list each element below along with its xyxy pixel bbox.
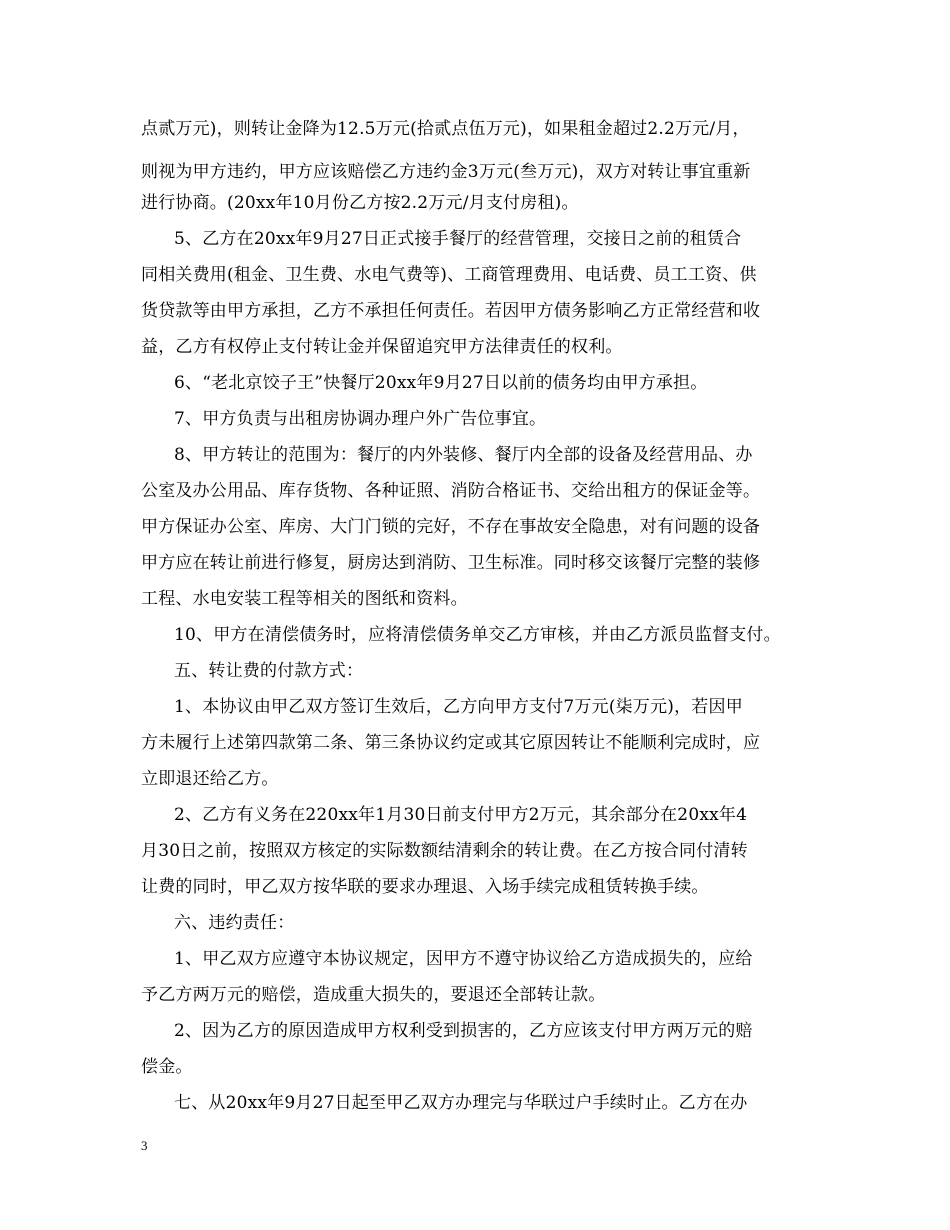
text-line: 同相关费用(租金、卫生费、水电气费等)、工商管理费用、电话费、员工工资、供	[141, 265, 757, 285]
section-seven-line: 七、从20xx年9月27日起至甲乙双方办理完与华联过户手续时止。乙方在办	[174, 1093, 748, 1113]
text-line: 立即退还给乙方。	[141, 769, 279, 789]
text-line: 方未履行上述第四款第二条、第三条协议约定或其它原因转让不能顺利完成时，应	[141, 733, 761, 753]
section-six-heading: 六、违约责任：	[174, 913, 295, 933]
text-line: 则视为甲方违约，甲方应该赔偿乙方违约金3万元(叁万元)，双方对转让事宜重新	[141, 162, 751, 182]
paragraph-8-line: 8、甲方转让的范围为：餐厅的内外装修、餐厅内全部的设备及经营用品、办	[174, 445, 753, 465]
paragraph-7-line: 7、甲方负责与出租房协调办理户外广告位事宜。	[174, 409, 547, 429]
text-line: 点贰万元)，则转让金降为12.5万元(拾贰点伍万元)，如果租金超过2.2万元/月，	[141, 119, 750, 139]
section-five-heading: 五、转让费的付款方式：	[174, 661, 364, 681]
paragraph-10-line: 10、甲方在清偿债务时，应将清偿债务单交乙方审核，并由乙方派员监督支付。	[174, 625, 781, 645]
paragraph-line: 1、甲乙双方应遵守本协议规定，因甲方不遵守协议给乙方造成损失的，应给	[174, 949, 753, 969]
paragraph-line: 1、本协议由甲乙双方签订生效后，乙方向甲方支付7万元(柒万元)，若因甲	[174, 697, 743, 717]
page-number: 3	[141, 1138, 148, 1153]
paragraph-line: 2、因为乙方的原因造成甲方权利受到损害的，乙方应该支付甲方两万元的赔	[174, 1021, 753, 1041]
paragraph-6-line: 6、“老北京饺子王”快餐厅20xx年9月27日以前的债务均由甲方承担。	[174, 373, 708, 393]
text-line: 甲方保证办公室、库房、大门门锁的完好，不存在事故安全隐患，对有问题的设备	[141, 517, 761, 537]
text-line: 货贷款等由甲方承担，乙方不承担任何责任。若因甲方债务影响乙方正常经营和收	[141, 301, 761, 321]
paragraph-5-line: 5、乙方在20xx年9月27日正式接手餐厅的经营管理，交接日之前的租赁合	[174, 229, 742, 249]
text-line: 月30日之前，按照双方核定的实际数额结清剩余的转让费。在乙方按合同付清转	[141, 841, 748, 861]
text-line: 让费的同时，甲乙双方按华联的要求办理退、入场手续完成租赁转换手续。	[141, 877, 709, 897]
text-line: 工程、水电安装工程等相关的图纸和资料。	[141, 589, 468, 609]
text-line: 予乙方两万元的赔偿，造成重大损失的，要退还全部转让款。	[141, 985, 606, 1005]
text-line: 进行协商。(20xx年10月份乙方按2.2万元/月支付房租)。	[141, 193, 579, 213]
text-line: 甲方应在转让前进行修复，厨房达到消防、卫生标准。同时移交该餐厅完整的装修	[141, 553, 761, 573]
text-line: 益，乙方有权停止支付转让金并保留追究甲方法律责任的权利。	[141, 337, 623, 357]
paragraph-line: 2、乙方有义务在220xx年1月30日前支付甲方2万元，其余部分在20xx年4	[174, 805, 748, 825]
text-line: 公室及办公用品、库存货物、各种证照、消防合格证书、交给出租方的保证金等。	[141, 481, 761, 501]
text-line: 偿金。	[141, 1057, 193, 1077]
